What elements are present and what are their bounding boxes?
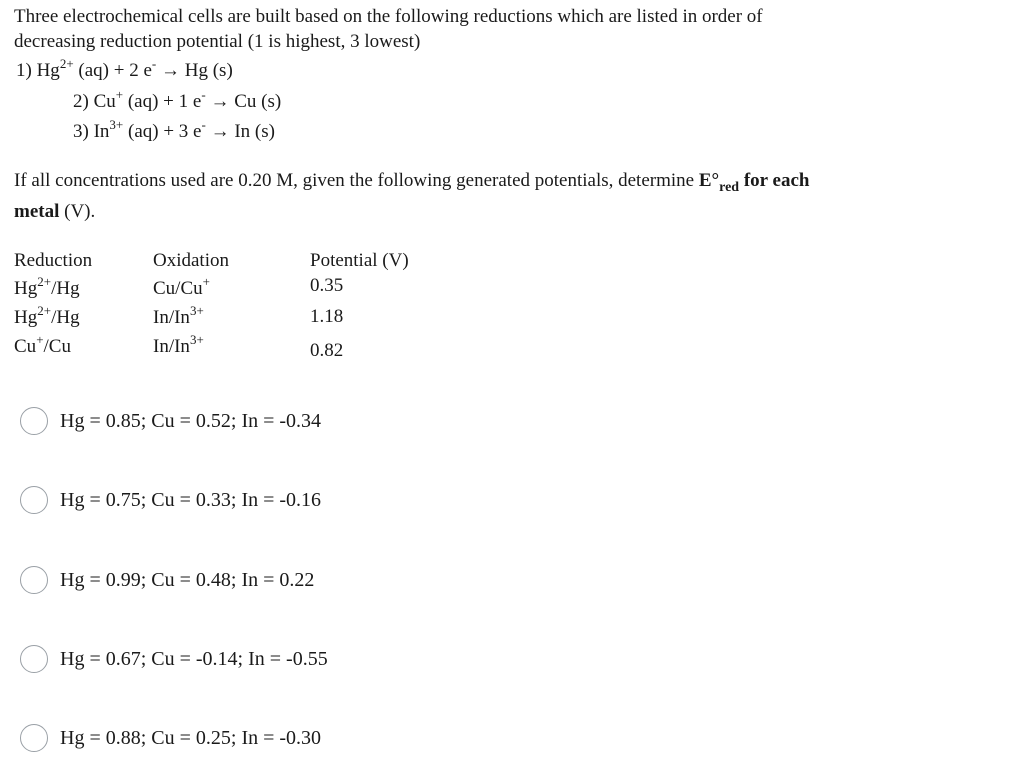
potential-cell: 1.18 — [310, 306, 344, 327]
reduction-column — [14, 248, 92, 361]
oxidation-header: Oxidation — [153, 250, 229, 271]
radio-button[interactable] — [20, 566, 48, 594]
reaction-3: 3) $In^{3+}$ (aq) + 3 e- → In (s) — [73, 117, 275, 142]
option-label: Hg = 0.88; Cu = 0.25; In = -0.30 — [60, 726, 322, 749]
option-label: Hg = 0.75; Cu = 0.33; In = -0.16 — [60, 488, 322, 511]
arrow-icon: → — [156, 60, 185, 81]
question-line-2: metal (V). — [14, 201, 96, 222]
option-label: Hg = 0.99; Cu = 0.48; In = 0.22 — [60, 568, 315, 591]
answer-option-1[interactable] — [20, 404, 321, 438]
reaction-1: 1) $Hg^{2+}$ (aq) + 2 e- → Hg (s) — [16, 56, 233, 81]
reduction-header: Reduction — [14, 250, 93, 271]
arrow-icon: → — [205, 121, 235, 142]
radio-button[interactable] — [20, 407, 48, 435]
reaction-2: 2) Cu+ (aq) + 1 e- → Cu (s) — [73, 87, 282, 112]
potential-cell: 0.35 — [310, 275, 344, 296]
oxidation-cell: Cu/Cu+ — [153, 274, 210, 299]
intro-line-1: Three electrochemical cells are built based on the following reductions which are listed in order of — [14, 6, 763, 27]
reduction-cell: Cu+/Cu — [14, 332, 71, 357]
reduction-cell: $Hg^{2+}/Hg$ — [14, 303, 80, 328]
option-label: Hg = 0.67; Cu = -0.14; In = -0.55 — [60, 647, 328, 670]
oxidation-cell: $In/In^{3+}$ — [153, 303, 204, 328]
answer-option-2[interactable] — [20, 483, 321, 517]
oxidation-column — [153, 248, 229, 361]
answer-option-4[interactable] — [20, 642, 328, 676]
answer-option-5[interactable] — [20, 721, 321, 755]
radio-button[interactable] — [20, 645, 48, 673]
potential-column — [310, 248, 409, 365]
radio-button[interactable] — [20, 486, 48, 514]
potential-header: Potential (V) — [310, 250, 409, 271]
intro-line-2: decreasing reduction potential (1 is highest, 3 lowest) — [14, 31, 421, 52]
arrow-icon: → — [205, 91, 235, 112]
answer-option-3[interactable] — [20, 563, 314, 597]
potential-cell: 0.82 — [310, 340, 344, 361]
oxidation-cell: $In/In^{3+}$ — [153, 332, 204, 357]
question-line-1: If all concentrations used are 0.20 M, given the following generated potentials, determine $E^\circ_{red}$ for each — [14, 170, 810, 195]
option-label: Hg = 0.85; Cu = 0.52; In = -0.34 — [60, 409, 322, 432]
radio-button[interactable] — [20, 724, 48, 752]
reduction-cell: $Hg^{2+}/Hg$ — [14, 274, 80, 299]
